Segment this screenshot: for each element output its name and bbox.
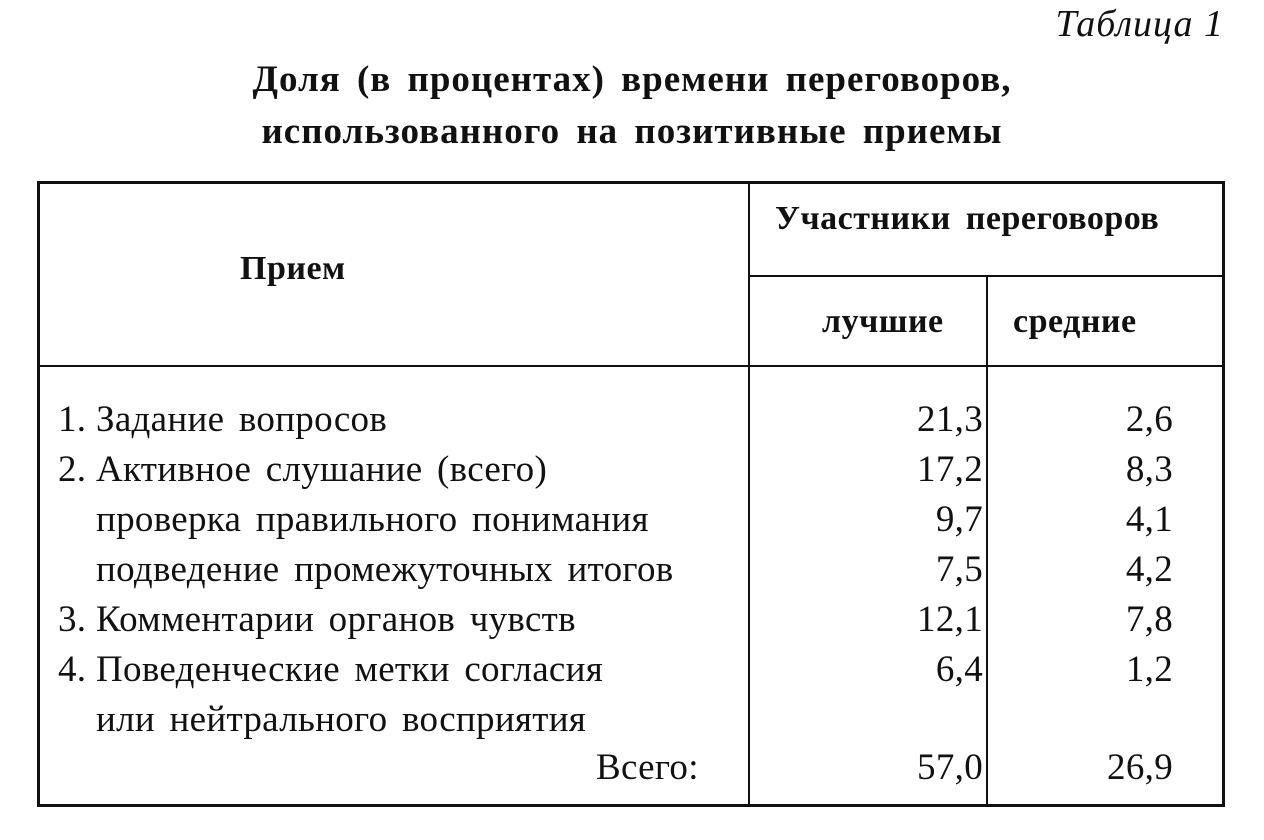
table-row <box>58 395 1218 445</box>
header-participants: Участники переговоров <box>775 200 1160 237</box>
value-average: 7,8 <box>1125 599 1173 640</box>
table-number-label: Таблица 1 <box>1055 3 1224 45</box>
table-row <box>58 495 1218 545</box>
value-best: 6,4 <box>935 649 983 690</box>
row-label: проверка правильного понимания <box>96 499 649 540</box>
value-best: 21,3 <box>917 399 983 440</box>
table-title-line-2: использованного на позитивные приемы <box>261 111 1003 152</box>
table-row <box>58 445 1218 495</box>
value-best: 9,7 <box>935 499 983 540</box>
value-average: 8,3 <box>1125 449 1173 490</box>
total-average: 26,9 <box>1107 747 1173 788</box>
value-best: 17,2 <box>917 449 983 490</box>
header-divider-participants <box>749 275 1223 277</box>
row-label: или нейтрального восприятия <box>96 699 587 740</box>
total-best: 57,0 <box>917 747 983 788</box>
row-label: Комментарии органов чувств <box>96 599 576 640</box>
row-label: подведение промежуточных итогов <box>96 549 674 590</box>
value-best: 12,1 <box>917 599 983 640</box>
value-best: 7,5 <box>935 549 983 590</box>
row-label: Задание вопросов <box>96 399 388 440</box>
header-technique: Прием <box>240 250 346 287</box>
total-label: Всего: <box>596 747 699 788</box>
row-label: Поведенческие метки согласия <box>96 649 604 690</box>
header-bottom-rule <box>39 365 1223 367</box>
value-average: 4,1 <box>1125 499 1173 540</box>
table-title-line-1: Доля (в процентах) времени переговоров, <box>252 59 1012 100</box>
row-number: 2. <box>58 449 87 490</box>
row-number: 3. <box>58 599 87 640</box>
table-title <box>0 54 1264 158</box>
row-label: Активное слушание (всего) <box>96 449 548 490</box>
value-average: 4,2 <box>1125 549 1173 590</box>
value-average: 2,6 <box>1125 399 1173 440</box>
table-row <box>58 695 1218 745</box>
table-row <box>58 545 1218 595</box>
table-row <box>58 595 1218 645</box>
total-row <box>58 743 1218 793</box>
value-average: 1,2 <box>1125 649 1173 690</box>
table-row <box>58 645 1218 695</box>
row-number: 1. <box>58 399 87 440</box>
header-average: средние <box>1013 303 1137 340</box>
row-number: 4. <box>58 649 87 690</box>
header-best: лучшие <box>822 303 944 340</box>
